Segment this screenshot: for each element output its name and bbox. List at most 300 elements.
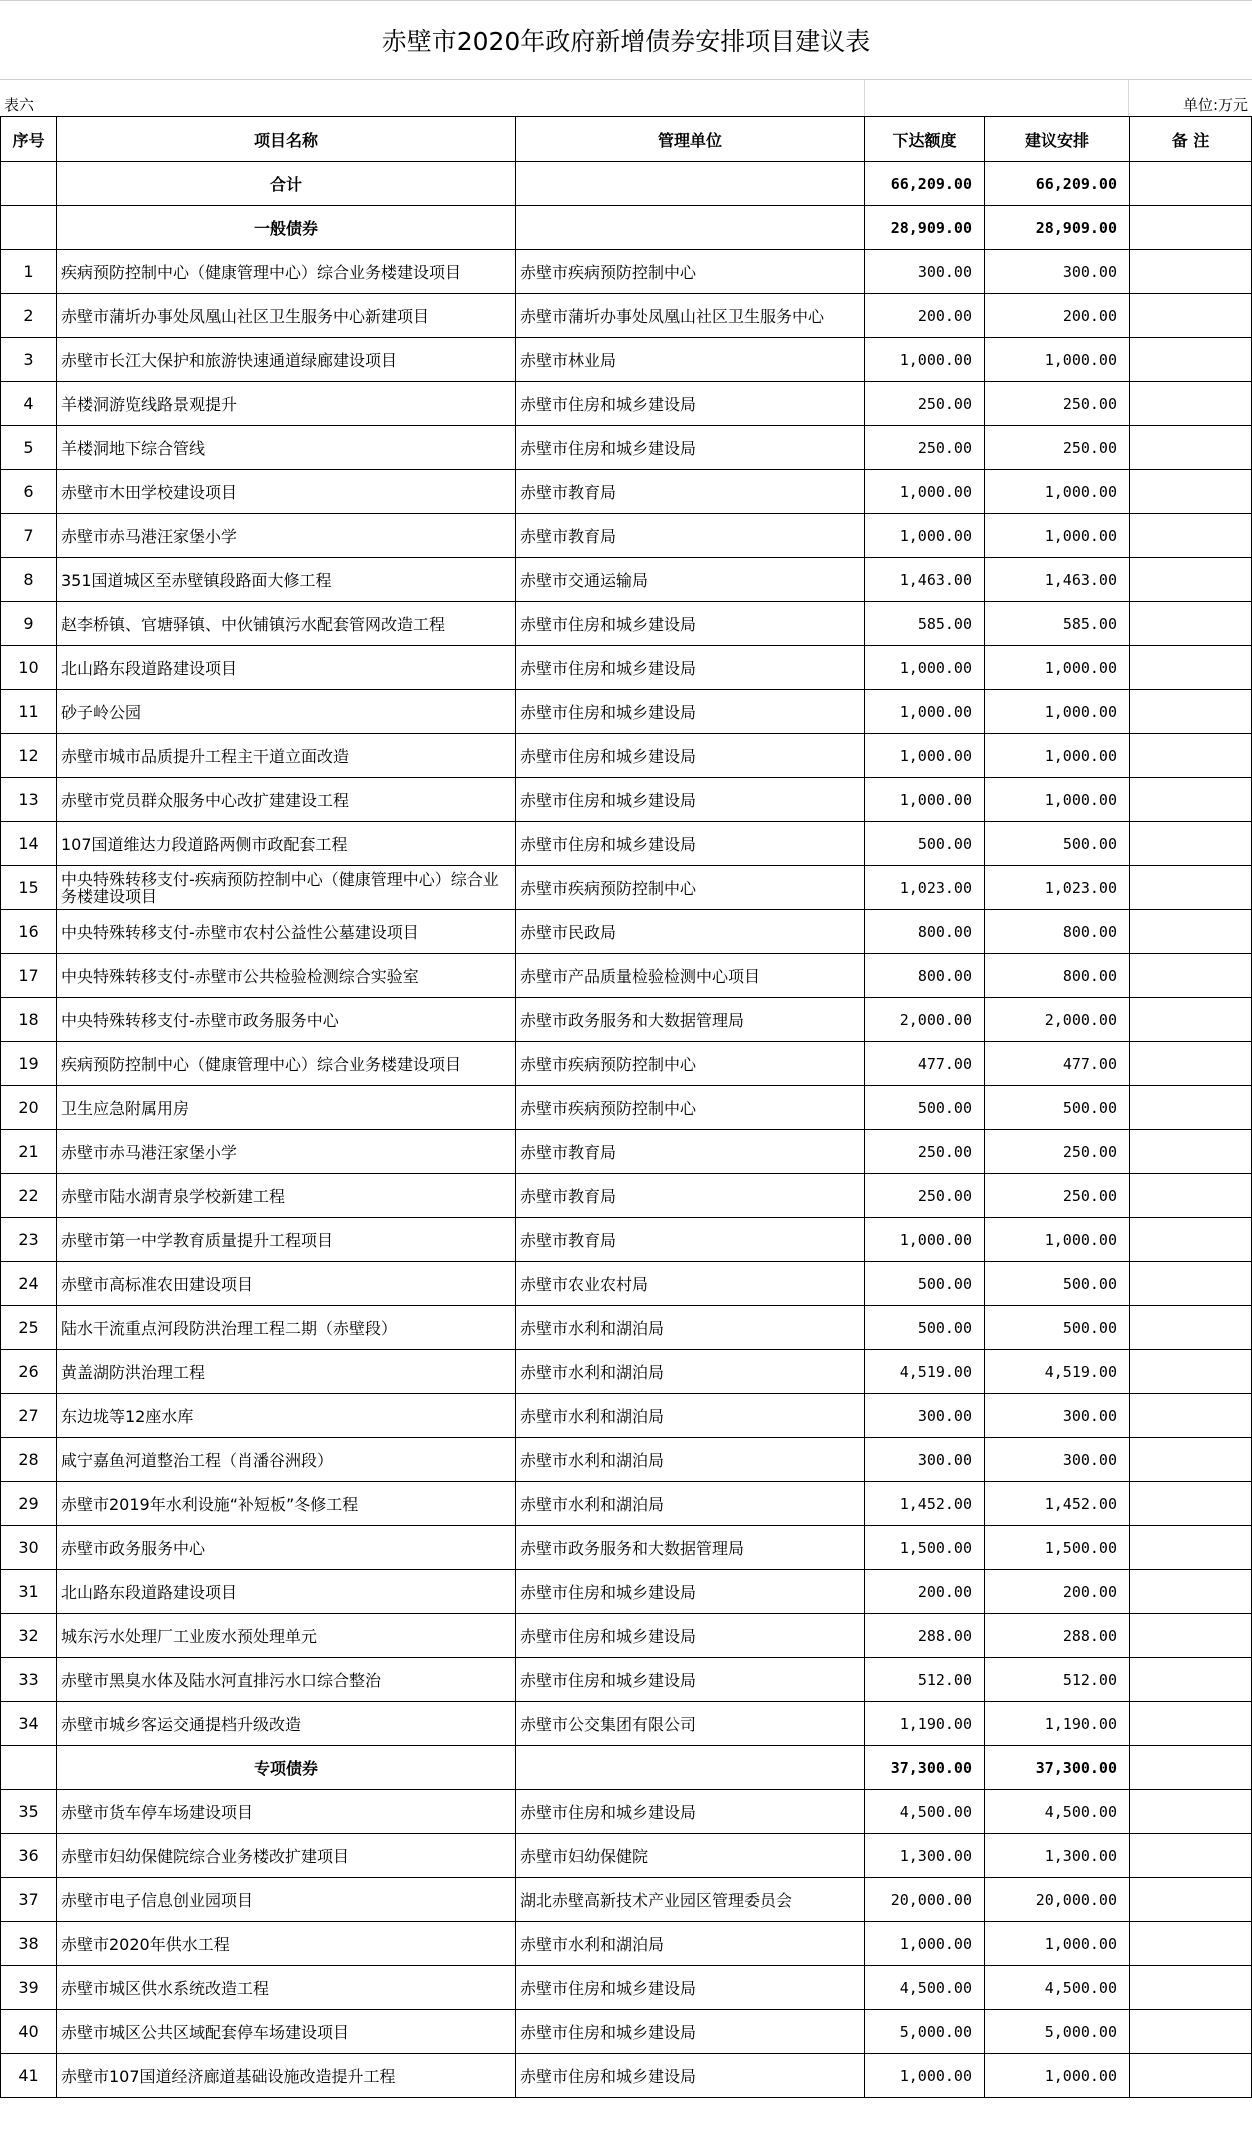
plan-amount: 250.00	[985, 426, 1130, 470]
quota-amount: 300.00	[865, 1394, 985, 1438]
plan-amount: 4,500.00	[985, 1966, 1130, 2010]
project-name: 中央特殊转移支付-赤壁市政务服务中心	[57, 998, 516, 1042]
project-name: 卫生应急附属用房	[57, 1086, 516, 1130]
management-unit: 赤壁市住房和城乡建设局	[516, 646, 865, 690]
table-row	[1, 1834, 1252, 1878]
row-number: 37	[1, 1878, 57, 1922]
quota-amount: 800.00	[865, 954, 985, 998]
plan-amount: 512.00	[985, 1658, 1130, 1702]
note-cell	[1130, 1130, 1252, 1174]
quota-amount: 1,023.00	[865, 866, 985, 910]
management-unit: 赤壁市住房和城乡建设局	[516, 1614, 865, 1658]
table-row	[1, 1922, 1252, 1966]
table-row	[1, 426, 1252, 470]
quota-amount: 4,500.00	[865, 1966, 985, 2010]
row-number: 28	[1, 1438, 57, 1482]
table-row	[1, 470, 1252, 514]
project-name: 东边垅等12座水库	[57, 1394, 516, 1438]
row-number: 21	[1, 1130, 57, 1174]
note-cell	[1130, 602, 1252, 646]
plan-amount: 250.00	[985, 1130, 1130, 1174]
management-unit	[516, 162, 865, 206]
table-row	[1, 690, 1252, 734]
project-name: 赤壁市长江大保护和旅游快速通道绿廊建设项目	[57, 338, 516, 382]
unit-label: 单位:万元	[1182, 96, 1248, 114]
header-project-name: 项目名称	[57, 117, 516, 162]
plan-amount: 1,023.00	[985, 866, 1130, 910]
quota-amount: 1,000.00	[865, 690, 985, 734]
summary-row	[1, 206, 1252, 250]
management-unit: 赤壁市水利和湖泊局	[516, 1438, 865, 1482]
note-cell	[1130, 1966, 1252, 2010]
quota-amount: 300.00	[865, 250, 985, 294]
quota-amount: 1,452.00	[865, 1482, 985, 1526]
note-cell	[1130, 646, 1252, 690]
table-number: 表六	[4, 96, 35, 114]
project-name: 赤壁市高标准农田建设项目	[57, 1262, 516, 1306]
project-name: 赤壁市陆水湖青泉学校新建工程	[57, 1174, 516, 1218]
divider	[864, 79, 865, 117]
plan-amount: 300.00	[985, 1394, 1130, 1438]
quota-amount: 37,300.00	[865, 1746, 985, 1790]
plan-amount: 300.00	[985, 1438, 1130, 1482]
note-cell	[1130, 998, 1252, 1042]
plan-amount: 1,000.00	[985, 690, 1130, 734]
project-name: 351国道城区至赤壁镇段路面大修工程	[57, 558, 516, 602]
plan-amount: 20,000.00	[985, 1878, 1130, 1922]
row-number: 27	[1, 1394, 57, 1438]
note-cell	[1130, 338, 1252, 382]
header-no: 序号	[1, 117, 57, 162]
note-cell	[1130, 690, 1252, 734]
management-unit: 赤壁市住房和城乡建设局	[516, 1658, 865, 1702]
quota-amount: 1,000.00	[865, 2054, 985, 2098]
quota-amount: 500.00	[865, 1306, 985, 1350]
management-unit: 赤壁市政务服务和大数据管理局	[516, 1526, 865, 1570]
plan-amount: 300.00	[985, 250, 1130, 294]
plan-amount: 1,000.00	[985, 734, 1130, 778]
table-row	[1, 1262, 1252, 1306]
quota-amount: 1,000.00	[865, 514, 985, 558]
note-cell	[1130, 294, 1252, 338]
note-cell	[1130, 1174, 1252, 1218]
note-cell	[1130, 2010, 1252, 2054]
row-number: 34	[1, 1702, 57, 1746]
project-name: 赤壁市城区公共区域配套停车场建设项目	[57, 2010, 516, 2054]
note-cell	[1130, 382, 1252, 426]
quota-amount: 500.00	[865, 822, 985, 866]
note-cell	[1130, 1614, 1252, 1658]
row-number: 39	[1, 1966, 57, 2010]
quota-amount: 1,000.00	[865, 646, 985, 690]
project-name: 赤壁市蒲圻办事处凤凰山社区卫生服务中心新建项目	[57, 294, 516, 338]
project-name: 中央特殊转移支付-赤壁市农村公益性公墓建设项目	[57, 910, 516, 954]
table-row	[1, 382, 1252, 426]
plan-amount: 1,000.00	[985, 338, 1130, 382]
project-name: 赤壁市赤马港汪家堡小学	[57, 1130, 516, 1174]
note-cell	[1130, 910, 1252, 954]
row-number	[1, 206, 57, 250]
table-row	[1, 1438, 1252, 1482]
plan-amount: 1,000.00	[985, 1218, 1130, 1262]
table-row	[1, 558, 1252, 602]
table-meta-row	[0, 79, 1252, 117]
plan-amount: 1,190.00	[985, 1702, 1130, 1746]
note-cell	[1130, 1834, 1252, 1878]
management-unit: 赤壁市教育局	[516, 1130, 865, 1174]
project-name: 赤壁市第一中学教育质量提升工程项目	[57, 1218, 516, 1262]
management-unit: 赤壁市住房和城乡建设局	[516, 734, 865, 778]
management-unit: 赤壁市政务服务和大数据管理局	[516, 998, 865, 1042]
quota-amount: 200.00	[865, 1570, 985, 1614]
plan-amount: 66,209.00	[985, 162, 1130, 206]
project-name: 赤壁市政务服务中心	[57, 1526, 516, 1570]
quota-amount: 4,500.00	[865, 1790, 985, 1834]
quota-amount: 66,209.00	[865, 162, 985, 206]
row-number: 1	[1, 250, 57, 294]
row-number: 23	[1, 1218, 57, 1262]
note-cell	[1130, 426, 1252, 470]
plan-amount: 37,300.00	[985, 1746, 1130, 1790]
table-row	[1, 1394, 1252, 1438]
project-name: 羊楼洞游览线路景观提升	[57, 382, 516, 426]
quota-amount: 300.00	[865, 1438, 985, 1482]
row-number: 20	[1, 1086, 57, 1130]
row-number: 26	[1, 1350, 57, 1394]
management-unit: 赤壁市住房和城乡建设局	[516, 602, 865, 646]
table-row	[1, 1174, 1252, 1218]
quota-amount: 20,000.00	[865, 1878, 985, 1922]
quota-amount: 1,000.00	[865, 1218, 985, 1262]
management-unit: 赤壁市水利和湖泊局	[516, 1394, 865, 1438]
quota-amount: 1,000.00	[865, 338, 985, 382]
note-cell	[1130, 1526, 1252, 1570]
row-number: 35	[1, 1790, 57, 1834]
row-number: 11	[1, 690, 57, 734]
row-number: 40	[1, 2010, 57, 2054]
project-name: 疾病预防控制中心（健康管理中心）综合业务楼建设项目	[57, 1042, 516, 1086]
table-row	[1, 294, 1252, 338]
plan-amount: 1,000.00	[985, 1922, 1130, 1966]
row-number: 8	[1, 558, 57, 602]
table-row	[1, 602, 1252, 646]
management-unit: 赤壁市水利和湖泊局	[516, 1482, 865, 1526]
header-plan: 建议安排	[985, 117, 1130, 162]
management-unit: 赤壁市疾病预防控制中心	[516, 1086, 865, 1130]
management-unit: 赤壁市蒲圻办事处凤凰山社区卫生服务中心	[516, 294, 865, 338]
table-row	[1, 866, 1252, 910]
plan-amount: 477.00	[985, 1042, 1130, 1086]
project-name: 专项债券	[57, 1746, 516, 1790]
row-number	[1, 162, 57, 206]
project-name: 赤壁市货车停车场建设项目	[57, 1790, 516, 1834]
row-number: 18	[1, 998, 57, 1042]
project-name: 北山路东段道路建设项目	[57, 1570, 516, 1614]
row-number: 41	[1, 2054, 57, 2098]
title-text: 赤壁市2020年政府新增债券安排项目建议表	[381, 27, 871, 56]
management-unit: 赤壁市住房和城乡建设局	[516, 1790, 865, 1834]
project-name: 赤壁市城区供水系统改造工程	[57, 1966, 516, 2010]
note-cell	[1130, 206, 1252, 250]
table-row	[1, 1966, 1252, 2010]
project-name: 中央特殊转移支付-赤壁市公共检验检测综合实验室	[57, 954, 516, 998]
management-unit: 赤壁市住房和城乡建设局	[516, 2010, 865, 2054]
note-cell	[1130, 470, 1252, 514]
row-number: 13	[1, 778, 57, 822]
note-cell	[1130, 822, 1252, 866]
project-name: 城东污水处理厂工业废水预处理单元	[57, 1614, 516, 1658]
management-unit: 赤壁市公交集团有限公司	[516, 1702, 865, 1746]
table-row	[1, 954, 1252, 998]
table-row	[1, 998, 1252, 1042]
management-unit: 赤壁市水利和湖泊局	[516, 1306, 865, 1350]
table-row	[1, 1350, 1252, 1394]
note-cell	[1130, 1746, 1252, 1790]
row-number: 31	[1, 1570, 57, 1614]
row-number: 32	[1, 1614, 57, 1658]
note-cell	[1130, 1306, 1252, 1350]
quota-amount: 500.00	[865, 1262, 985, 1306]
plan-amount: 1,452.00	[985, 1482, 1130, 1526]
table-row	[1, 1526, 1252, 1570]
quota-amount: 1,000.00	[865, 778, 985, 822]
management-unit: 赤壁市民政局	[516, 910, 865, 954]
project-name: 羊楼洞地下综合管线	[57, 426, 516, 470]
note-cell	[1130, 1394, 1252, 1438]
project-name: 中央特殊转移支付-疾病预防控制中心（健康管理中心）综合业务楼建设项目	[57, 866, 516, 910]
row-number: 10	[1, 646, 57, 690]
project-name: 黄盖湖防洪治理工程	[57, 1350, 516, 1394]
note-cell	[1130, 954, 1252, 998]
note-cell	[1130, 1262, 1252, 1306]
table-row	[1, 1658, 1252, 1702]
table-row	[1, 250, 1252, 294]
plan-amount: 1,000.00	[985, 470, 1130, 514]
project-name: 北山路东段道路建设项目	[57, 646, 516, 690]
quota-amount: 28,909.00	[865, 206, 985, 250]
plan-amount: 288.00	[985, 1614, 1130, 1658]
management-unit: 赤壁市教育局	[516, 1218, 865, 1262]
project-name: 陆水干流重点河段防洪治理工程二期（赤壁段）	[57, 1306, 516, 1350]
plan-amount: 200.00	[985, 1570, 1130, 1614]
management-unit: 赤壁市住房和城乡建设局	[516, 822, 865, 866]
header-management-unit: 管理单位	[516, 117, 865, 162]
plan-amount: 1,000.00	[985, 778, 1130, 822]
quota-amount: 288.00	[865, 1614, 985, 1658]
table-row	[1, 778, 1252, 822]
note-cell	[1130, 1702, 1252, 1746]
plan-amount: 1,463.00	[985, 558, 1130, 602]
table-row	[1, 1482, 1252, 1526]
quota-amount: 250.00	[865, 426, 985, 470]
management-unit: 赤壁市住房和城乡建设局	[516, 1570, 865, 1614]
quota-amount: 512.00	[865, 1658, 985, 1702]
note-cell	[1130, 2054, 1252, 2098]
note-cell	[1130, 1482, 1252, 1526]
plan-amount: 500.00	[985, 822, 1130, 866]
plan-amount: 5,000.00	[985, 2010, 1130, 2054]
project-name: 赤壁市木田学校建设项目	[57, 470, 516, 514]
row-number: 19	[1, 1042, 57, 1086]
quota-amount: 477.00	[865, 1042, 985, 1086]
project-name: 赤壁市2020年供水工程	[57, 1922, 516, 1966]
table-row	[1, 734, 1252, 778]
project-name: 赤壁市2019年水利设施“补短板”冬修工程	[57, 1482, 516, 1526]
management-unit: 赤壁市林业局	[516, 338, 865, 382]
plan-amount: 1,500.00	[985, 1526, 1130, 1570]
row-number: 24	[1, 1262, 57, 1306]
project-table	[0, 116, 1252, 2098]
quota-amount: 1,500.00	[865, 1526, 985, 1570]
row-number: 33	[1, 1658, 57, 1702]
note-cell	[1130, 734, 1252, 778]
management-unit: 赤壁市住房和城乡建设局	[516, 778, 865, 822]
header-quota: 下达额度	[865, 117, 985, 162]
table-row	[1, 1878, 1252, 1922]
table-row	[1, 2010, 1252, 2054]
row-number: 14	[1, 822, 57, 866]
plan-amount: 500.00	[985, 1262, 1130, 1306]
management-unit: 赤壁市住房和城乡建设局	[516, 690, 865, 734]
management-unit: 赤壁市教育局	[516, 1174, 865, 1218]
row-number: 16	[1, 910, 57, 954]
management-unit: 赤壁市疾病预防控制中心	[516, 866, 865, 910]
project-name: 疾病预防控制中心（健康管理中心）综合业务楼建设项目	[57, 250, 516, 294]
table-row	[1, 514, 1252, 558]
management-unit: 赤壁市住房和城乡建设局	[516, 382, 865, 426]
note-cell	[1130, 250, 1252, 294]
note-cell	[1130, 162, 1252, 206]
project-name: 咸宁嘉鱼河道整治工程（肖潘谷洲段）	[57, 1438, 516, 1482]
project-name: 一般债券	[57, 206, 516, 250]
plan-amount: 250.00	[985, 382, 1130, 426]
row-number: 6	[1, 470, 57, 514]
row-number: 25	[1, 1306, 57, 1350]
management-unit: 赤壁市住房和城乡建设局	[516, 1966, 865, 2010]
table-row	[1, 1790, 1252, 1834]
row-number: 22	[1, 1174, 57, 1218]
plan-amount: 28,909.00	[985, 206, 1130, 250]
row-number: 29	[1, 1482, 57, 1526]
quota-amount: 1,000.00	[865, 470, 985, 514]
management-unit: 赤壁市水利和湖泊局	[516, 1922, 865, 1966]
management-unit: 赤壁市住房和城乡建设局	[516, 2054, 865, 2098]
management-unit: 赤壁市水利和湖泊局	[516, 1350, 865, 1394]
row-number: 30	[1, 1526, 57, 1570]
plan-amount: 800.00	[985, 954, 1130, 998]
note-cell	[1130, 1350, 1252, 1394]
project-name: 赵李桥镇、官塘驿镇、中伙铺镇污水配套管网改造工程	[57, 602, 516, 646]
project-name: 赤壁市赤马港汪家堡小学	[57, 514, 516, 558]
management-unit: 赤壁市妇幼保健院	[516, 1834, 865, 1878]
note-cell	[1130, 1922, 1252, 1966]
plan-amount: 250.00	[985, 1174, 1130, 1218]
note-cell	[1130, 1042, 1252, 1086]
management-unit: 赤壁市教育局	[516, 470, 865, 514]
row-number: 38	[1, 1922, 57, 1966]
plan-amount: 500.00	[985, 1086, 1130, 1130]
plan-amount: 585.00	[985, 602, 1130, 646]
project-name: 赤壁市妇幼保健院综合业务楼改扩建项目	[57, 1834, 516, 1878]
project-name: 砂子岭公园	[57, 690, 516, 734]
row-number: 15	[1, 866, 57, 910]
project-name: 107国道维达力段道路两侧市政配套工程	[57, 822, 516, 866]
table-row	[1, 1702, 1252, 1746]
note-cell	[1130, 1438, 1252, 1482]
row-number	[1, 1746, 57, 1790]
table-row	[1, 1042, 1252, 1086]
plan-amount: 800.00	[985, 910, 1130, 954]
table-row	[1, 2054, 1252, 2098]
plan-amount: 2,000.00	[985, 998, 1130, 1042]
project-name: 赤壁市党员群众服务中心改扩建建设工程	[57, 778, 516, 822]
note-cell	[1130, 1790, 1252, 1834]
row-number: 3	[1, 338, 57, 382]
note-cell	[1130, 866, 1252, 910]
row-number: 5	[1, 426, 57, 470]
management-unit: 赤壁市产品质量检验检测中心项目	[516, 954, 865, 998]
quota-amount: 1,000.00	[865, 1922, 985, 1966]
summary-row	[1, 1746, 1252, 1790]
quota-amount: 1,000.00	[865, 734, 985, 778]
management-unit: 湖北赤壁高新技术产业园区管理委员会	[516, 1878, 865, 1922]
note-cell	[1130, 1218, 1252, 1262]
row-number: 7	[1, 514, 57, 558]
table-row	[1, 1086, 1252, 1130]
quota-amount: 4,519.00	[865, 1350, 985, 1394]
project-name: 赤壁市电子信息创业园项目	[57, 1878, 516, 1922]
row-number: 9	[1, 602, 57, 646]
header-row	[1, 117, 1252, 162]
plan-amount: 1,000.00	[985, 514, 1130, 558]
divider	[1128, 79, 1129, 117]
note-cell	[1130, 1086, 1252, 1130]
quota-amount: 1,300.00	[865, 1834, 985, 1878]
table-row	[1, 822, 1252, 866]
management-unit: 赤壁市教育局	[516, 514, 865, 558]
quota-amount: 250.00	[865, 1130, 985, 1174]
plan-amount: 4,519.00	[985, 1350, 1130, 1394]
plan-amount: 500.00	[985, 1306, 1130, 1350]
management-unit: 赤壁市疾病预防控制中心	[516, 250, 865, 294]
table-row	[1, 1306, 1252, 1350]
management-unit: 赤壁市疾病预防控制中心	[516, 1042, 865, 1086]
quota-amount: 1,463.00	[865, 558, 985, 602]
table-row	[1, 338, 1252, 382]
project-name: 赤壁市107国道经济廊道基础设施改造提升工程	[57, 2054, 516, 2098]
header-note: 备 注	[1130, 117, 1252, 162]
row-number: 2	[1, 294, 57, 338]
note-cell	[1130, 514, 1252, 558]
management-unit: 赤壁市住房和城乡建设局	[516, 426, 865, 470]
plan-amount: 1,000.00	[985, 2054, 1130, 2098]
management-unit	[516, 1746, 865, 1790]
project-name: 合计	[57, 162, 516, 206]
note-cell	[1130, 558, 1252, 602]
plan-amount: 1,000.00	[985, 646, 1130, 690]
quota-amount: 800.00	[865, 910, 985, 954]
table-row	[1, 646, 1252, 690]
row-number: 4	[1, 382, 57, 426]
quota-amount: 585.00	[865, 602, 985, 646]
table-row	[1, 1570, 1252, 1614]
management-unit	[516, 206, 865, 250]
table-row	[1, 910, 1252, 954]
management-unit: 赤壁市农业农村局	[516, 1262, 865, 1306]
row-number: 12	[1, 734, 57, 778]
summary-row	[1, 162, 1252, 206]
note-cell	[1130, 1570, 1252, 1614]
